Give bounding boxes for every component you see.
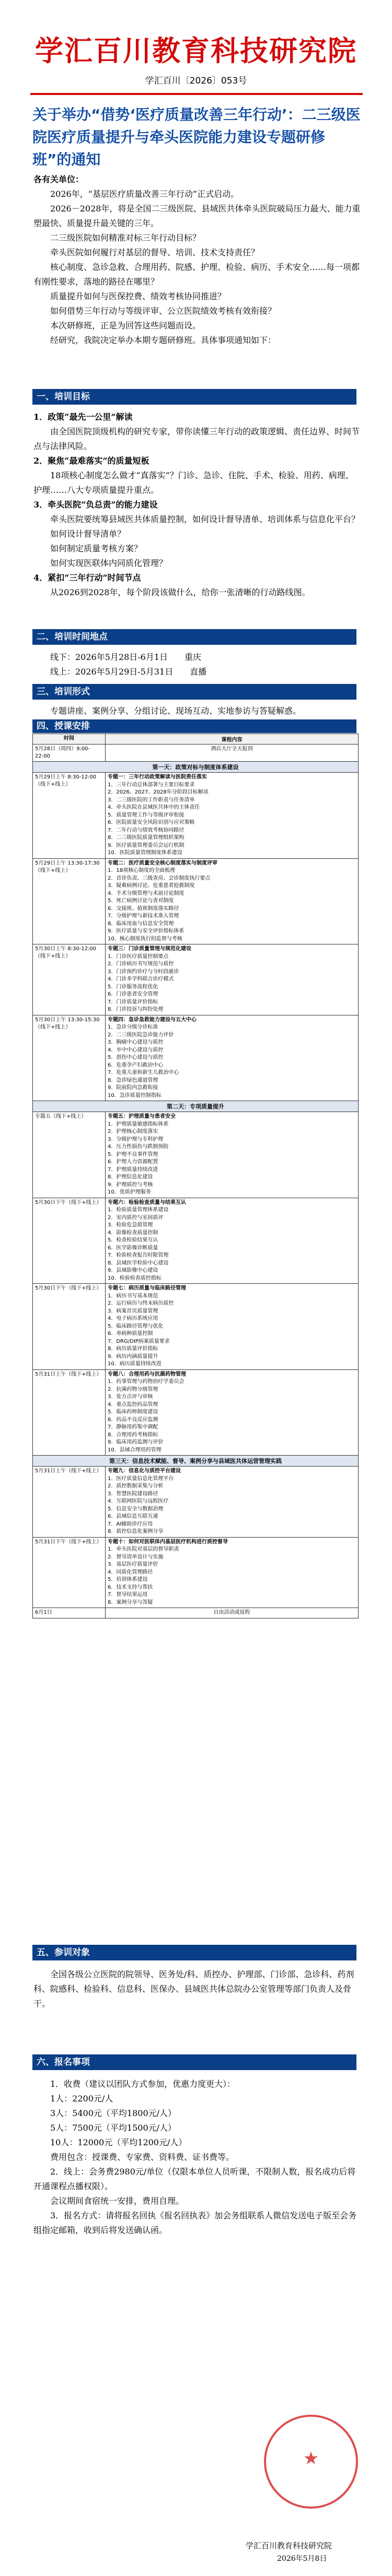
session-topic: 专题十：如何对医联体内基层医疗机构进行质控督导 [108,1539,228,1545]
schedule-time: 5月30日上午 8:30-12:00（线下+线上） [33,944,106,1015]
fee-item: 会议期间食宿统一安排，费用自理。 [50,2196,185,2206]
session-item: 6．药品不良反应监测 [108,1416,158,1423]
session-item: 8．案例分享与答疑 [108,1599,153,1605]
participants-block [33,1967,361,2011]
intro-block [33,172,361,348]
session-item: 2．首诊负责、三级查房、会诊制度执行要点 [108,875,211,881]
session-item: 8．县域医学检验中心建设 [108,1260,169,1266]
session-item: 1．护理质量敏感指标体系 [108,1121,169,1127]
section-heading-time-place: 二、培训时间地点 [32,629,356,645]
session-item: 3．二三级医院的工作职责与任务清单 [108,797,195,803]
session-item: 1．门诊医疗质量控制要点 [108,953,169,960]
schedule-time: 5月30日上午 13:30-15:30（线下+线上） [33,1015,106,1101]
schedule-header-time: 时间 [33,734,106,745]
session-item: 5．检查检验结果互认 [108,1237,158,1243]
format-block [33,704,361,718]
org-title: 学汇百川教育科技研究院 [35,34,357,67]
document-number: 学汇百川〔2026〕053号 [145,76,247,86]
session-item: 7．AI辅助诊疗应用 [108,1521,153,1527]
session-item: 4．互联网医院与远程医疗 [108,1498,169,1504]
session-item: 5．护理不良事件管理 [108,1151,158,1157]
fee-title: 1．收费（建议以团队方式参加，优惠力度更大）： [50,2079,236,2089]
intro-paragraph: 质量提升如何与医保控费、绩效考核协同推进？ [50,291,226,301]
objective-body: 如何实现医联体内同质化管理？ [50,558,168,568]
schedule-day-band-label: 第一天：政策对标与制度体系建设 [33,762,359,773]
session-item: 1．牵头医院对基层的督导职责 [108,1546,179,1552]
session-item: 2．室内质控与室间质评 [108,1214,164,1221]
fee-row: 1人：2200元/人 [50,2094,113,2104]
session-item: 3．分级护理与专科护理 [108,1136,164,1142]
session-item: 10．县域合理用药管理 [108,1447,162,1453]
objective-body: 牵头医院要统筹县域医共体质量控制，如何设计督导清单、培训体系与信息化平台？ [50,514,360,524]
section-heading-registration: 六、报名事项 [32,2054,356,2070]
session-item: 3．智慧医院建设路径 [108,1491,158,1497]
session-item: 8．二三级医院质量管理组织架构 [108,835,185,841]
signature-org: 学汇百川教育科技研究院 [246,2541,332,2550]
schedule-content [106,1537,359,1608]
schedule-session-row [33,1284,359,1370]
session-item: 7．检验检查报告时限管理 [108,1252,169,1258]
objective-body: 由全国医院顶级机构的研究专家，带你读懂三年行动的政策逻辑、责任边界、时间节点与法律风险。 [33,427,360,451]
session-item: 7．静脉用药集中调配 [108,1424,158,1430]
session-item: 4．牵头医院在县域医共体中的主体责任 [108,805,200,810]
schedule-session-row [33,1467,359,1538]
schedule-time: 5月31日上午（线下+线上） [33,1467,106,1538]
schedule-header-row [33,734,359,745]
schedule-content [106,1198,359,1284]
session-topic: 专题九：信息化与质控平台建设 [108,1468,181,1474]
session-item: 9．院前院内急救衔接 [108,1085,158,1091]
session-item: 1．急诊分级分诊标准 [108,1024,158,1030]
header-red-divider [30,93,363,95]
time-place-block [33,650,361,679]
session-item: 4．影像检查质量控制 [108,1230,158,1236]
session-item: 7．督导结果运用 [108,1592,148,1598]
session-item: 8．急诊绿色通道管理 [108,1077,158,1083]
objective-body: 从2026到2028年，每个阶段该做什么，给你一张清晰的行动路线图。 [50,587,310,597]
session-item: 6．县域信息互联互通 [108,1514,158,1519]
session-item: 5．死亡病例讨论与查对制度 [108,898,174,904]
session-item: 4．重点监控药品管理 [108,1401,158,1408]
session-topic: 专题五：护理质量与患者安全 [108,1114,176,1119]
schedule-session-row [33,944,359,1015]
schedule-time: 5月29日上午 13:30-17:30（线下+线上） [33,858,106,944]
session-item: 3．检验危急值管理 [108,1222,153,1228]
schedule-session-row [33,773,359,859]
session-item: 6．医学影像诊断质量 [108,1245,158,1251]
session-item: 10．急诊质量控制指标 [108,1092,162,1098]
objective-body: 18项核心制度怎么做才“真落实”？门诊、急诊、住院、手术、检验、用药、病理、护理……八大专项质量提升重点。 [33,470,354,495]
session-item: 6．门诊患者安全管理 [108,991,158,997]
session-topic: 专题八：合理用药与抗菌药物管理 [108,1371,186,1377]
schedule-content [106,858,359,944]
schedule-day-band-label: 第三天：信息技术赋能、督导、案例分享与县域医共体运营管理实践 [33,1456,359,1467]
schedule-content [106,1015,359,1101]
schedule-day-band [33,1101,359,1112]
session-item: 5．培训体系建设 [108,1577,148,1582]
schedule-session-row [33,858,359,944]
session-item: 6．护理人力资源配置 [108,1159,158,1165]
session-item: 8．合理用药考核指标 [108,1432,158,1438]
session-item: 9．护理质控与考核 [108,1181,153,1188]
schedule-session-row [33,1198,359,1284]
session-item: 1．18项核心制度的全面梳理 [108,868,176,873]
session-item: 8．病历质量评价指标 [108,1346,158,1352]
session-topic: 专题二：医疗质量安全核心制度落实与制度评审 [108,860,217,866]
fee-row: 5人：7500元（平均1500元/人） [50,2123,177,2133]
session-topic: 专题六：检验检查质量与结果互认 [108,1199,186,1206]
session-item: 9．临床用药监测与评价 [108,1439,164,1445]
session-item: 5．创伤中心建设与质控 [108,1055,164,1060]
session-topic: 专题三：门诊质量管理与规范化建设 [108,946,191,952]
fee-row: 10人：12000元（平均1200元/人） [50,2137,187,2147]
schedule-time: 5月30日下午（线下+线上） [33,1198,106,1284]
session-item: 3．病案首页质量管理 [108,1308,158,1314]
schedule-content [106,1467,359,1538]
schedule-session-row [33,1369,359,1456]
session-item: 1．药事管理与药物治疗学委员会 [108,1379,185,1385]
schedule-time: 5月31日下午（线下+线上） [33,1537,106,1608]
session-item: 8．护理信息化建设 [108,1174,153,1180]
schedule-time: 5月30日下午（线下+线上） [33,1284,106,1370]
registration-block [33,2077,361,2238]
session-item: 5．质量管理工作与等级评审衔接 [108,812,185,818]
session-item: 7．危重儿童和新生儿救治中心 [108,1070,179,1076]
session-item: 9．县域影像中心建设 [108,1268,158,1273]
section-heading-objectives: 一、培训目标 [32,389,356,405]
schedule-content: 自由活动或返程 [106,1608,359,1618]
schedule-content [106,1112,359,1198]
schedule-time: 5月31日上午（线下+线上） [33,1369,106,1456]
objective-body: 如何设计督导清单？ [50,529,126,539]
intro-paragraph: 本次研修班，正是为回答这些问题而设。 [50,321,201,330]
session-item: 2．抗菌药物分级管理 [108,1386,158,1392]
session-item: 10．医院质量管理制度体系建设 [108,850,182,856]
intro-paragraph: 2026－2028年，将是全国二三级医院、县域医共体牵头医院破局压力最大、能力重塑最快、质量提升最关键的三年。 [33,204,361,228]
schedule-table [32,734,359,1618]
session-topic: 专题七：病历质量与临床路径管理 [108,1285,186,1291]
session-item: 6．交接班、值班制度落实路径 [108,905,179,912]
session-item: 6．单病种质量控制 [108,1331,153,1337]
schedule-header-content: 课程内容 [106,734,359,745]
fee-note: 费用包含：授课费、专家费、资料费、证书费等。 [50,2152,235,2162]
schedule-content: 酒店大厅全天报到 [106,745,359,762]
session-item: 7．分级护理与新技术准入管理 [108,913,179,919]
schedule-time: 专题五（线下+线上） [33,1112,106,1198]
intro-paragraph: 核心制度、急诊急救、合理用药、院感、护理、检验、病历、手术安全……每一项都有刚性要求，落地的路径在哪里？ [33,262,360,287]
session-item: 4．门诊多学科联合诊疗模式 [108,976,174,982]
session-item: 4．电子病历系统应用 [108,1316,158,1321]
official-seal [264,2415,358,2509]
signature-date: 2026年5月8日 [277,2555,327,2563]
schedule-checkout-row [33,1608,359,1618]
session-item: 9．病历内涵质量提升 [108,1353,158,1360]
session-item: 4．压力性损伤与跌倒预防 [108,1144,169,1150]
session-item: 4．卒中中心建设与质控 [108,1047,164,1053]
objective-heading: 2．聚焦“最难落实”的质量短板 [33,456,149,466]
session-item: 10．病历质量持续改进 [108,1361,162,1367]
session-item: 10．优质护理服务 [108,1189,151,1195]
format-text: 专题讲座、案例分享、分组讨论、现场互动、实地参访与答疑解惑。 [50,706,302,716]
intro-paragraph: 二三级医院如何精准对标三年行动目标？ [50,233,201,243]
session-item: 2．运行病历与终末病历质控 [108,1301,174,1306]
session-item: 2．门诊病历书写规范与质控 [108,961,174,967]
session-item: 5．临床路径管理与优化 [108,1323,164,1329]
schedule-session-row [33,1112,359,1198]
session-item: 2．护理核心制度落实 [108,1129,158,1135]
schedule-content [106,773,359,859]
session-item: 5．临床药师制度建设 [108,1409,158,1415]
session-item: 6．危重孕产妇救治中心 [108,1062,164,1068]
schedule-session-row [33,1537,359,1608]
session-item: 2．二三级医院急诊能力评价 [108,1032,174,1038]
session-item: 8．质控信息化案例分享 [108,1529,164,1534]
fee-row: 3人：5400元（平均1800元/人） [50,2108,177,2118]
session-item: 8．临床用血与信息安全管理 [108,920,174,927]
objective-heading: 3．牵头医院“负总责”的能力建设 [33,500,158,510]
intro-paragraph: 2026年，“基层医疗质量改善三年行动”正式启动。 [50,189,239,199]
schedule-content [106,1284,359,1370]
section-heading-participants: 五、参训对象 [32,1945,356,1960]
session-item: 1．三年行动总体部署与主要目标要求 [108,782,195,788]
session-item: 4．同质化管理路径 [108,1569,153,1575]
notice-subject: 关于举办“借势‘医疗质量改善三年行动’：二三级医院医疗质量提升与牵头医院能力建设专题研修班”的通知 [32,106,361,168]
session-item: 1．检验质量管理体系建设 [108,1207,169,1213]
session-item: 10．核心制度执行的监督与考核 [108,936,182,942]
objective-body: 如何制定质量考核方案？ [50,543,143,553]
schedule-content [106,1369,359,1456]
session-item: 5．门诊服务流程优化 [108,984,158,990]
seal-star-icon: ★ [303,2448,319,2469]
salutation: 各有关单位： [33,174,84,184]
fee-item: 3．报名方式：请将报名回执《报名回执表》加会务组联系人微信发送电子版至会务组指定邮箱，收到后将发送确认函。 [33,2211,357,2235]
session-item: 1．医疗质量信息化管理平台 [108,1475,174,1482]
schedule-content [106,944,359,1015]
session-item: 10．检验检查质控指标 [108,1275,162,1281]
schedule-day-band [33,762,359,773]
session-item: 3．门诊预约诊疗与分时段就诊 [108,968,179,975]
fee-item: 2．线上：会务费2980元/单位（仅限本单位人员听课，不限制人数，报名成功后将开通课程点播权限）。 [33,2167,356,2191]
session-item: 5．信息安全与数据治理 [108,1506,164,1512]
session-item: 3．处方点评与审核 [108,1394,153,1400]
session-item: 2．2026、2027、2028年分阶段目标解读 [108,789,209,795]
session-item: 1．病历书写基本规范 [108,1293,158,1299]
session-topic: 专题一：三年行动政策解读与医院责任落实 [108,774,207,780]
schedule-time: 5月28日（周四）9:00-22:00 [33,745,106,762]
intro-paragraph: 经研究，我院决定举办本期专题研修班。具体事项通知如下： [50,335,276,345]
schedule-session-row [33,1015,359,1101]
session-item: 8．门诊投诉与纠纷处理 [108,1007,164,1012]
session-item: 7．护理质量持续改进 [108,1166,158,1173]
session-item: 4．手术分级管理与术前讨论制度 [108,890,185,896]
session-item: 9．医疗质量与安全评价指标体系 [108,928,185,934]
session-item: 2．质控数据采集与分析 [108,1483,164,1489]
schedule-day-band-label: 第二天：专项质量提升 [33,1101,359,1112]
schedule-time: 6月1日 [33,1608,106,1618]
objectives-block [33,410,361,600]
session-item: 9．医疗质量管理委员会运行机制 [108,842,185,848]
objective-heading: 4．紧扣“三年行动”时间节点 [33,573,141,583]
session-item: 7．二年行动与绩效考核协同路径 [108,827,185,833]
session-item: 3．疑难病例讨论、危重患者抢救制度 [108,883,195,889]
schedule-checkin-row [33,745,359,762]
session-item: 3．基层医疗质量评价 [108,1562,158,1567]
session-topic: 专题四：急诊急救能力建设与五大中心 [108,1017,197,1023]
participants-text: 全国各级公立医院的院领导、医务处/科、质控办、护理部、门诊部、急诊科、药剂科、院感科、检验科、信息科、医保办、县域医共体总院办公室管理等部门负责人及骨干。 [33,1969,354,2008]
section-heading-schedule: 四、授课安排 [32,719,356,733]
schedule-time: 5月29日上午 8:30-12:00（线下+线上） [33,773,106,859]
intro-paragraph: 牵头医院如何履行对基层的督导、培训、技术支持责任？ [50,247,260,257]
section-heading-format: 三、培训形式 [32,684,356,700]
session-item: 6．技术支持与帮扶 [108,1584,153,1590]
objective-heading: 1．政策“最先一公里”解读 [33,412,133,422]
session-item: 6．医院质量安全风险识别与应对策略 [108,820,195,825]
time-place-line: 线上：2026年5月29日-5月31日 直播 [50,667,207,677]
intro-paragraph: 如何借势三年行动与等级评审、公立医院绩效考核有效衔接？ [50,306,276,316]
session-item: 2．督导清单设计与实施 [108,1554,164,1560]
session-item: 7．DRG/DIP病案质量要求 [108,1338,170,1344]
session-item: 3．胸痛中心建设与质控 [108,1039,164,1045]
schedule-day-band [33,1456,359,1467]
time-place-line: 线下：2026年5月28日-6月1日 重庆 [50,652,202,662]
session-item: 7．门诊质量评价指标 [108,999,158,1005]
